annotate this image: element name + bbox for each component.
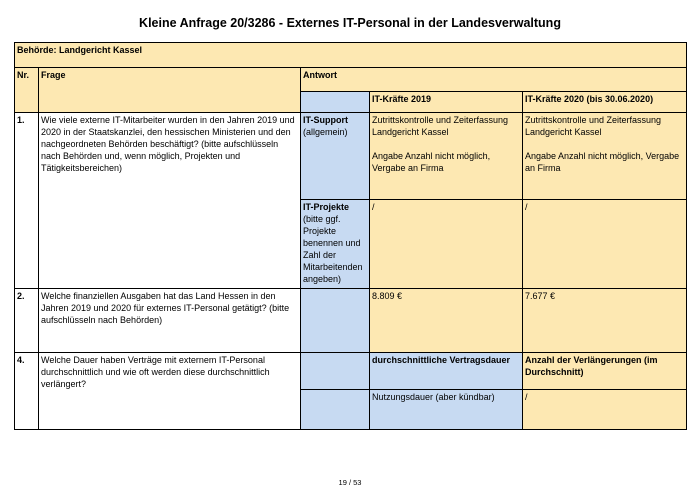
q1-support-2020-a: Zutrittskontrolle und Zeiterfassung Landgericht Kassel: [525, 115, 662, 137]
q1-support-label: IT-Support: [303, 115, 348, 125]
q2-frage: Welche finanziellen Ausgaben hat das Land Hessen in den Jahren 2019 und 2020 für externes IT-Personal getätigt? (bitte aufschlüsseln nach Behörden): [39, 289, 301, 353]
q1-projekte-label: IT-Projekte: [303, 202, 350, 212]
q4-blank-bottom: [301, 390, 370, 430]
q2-blank: [301, 289, 370, 353]
q4-head-vertragsdauer: durchschnittliche Vertragsdauer: [370, 353, 523, 390]
q1-nr: 1.: [15, 113, 39, 289]
q1-projekte-2019: /: [370, 200, 523, 289]
header-blank: [301, 92, 370, 113]
q1-support-cell: [301, 113, 370, 200]
q1-support-sub: (allgemein): [303, 127, 348, 137]
behoerde-cell: [15, 43, 687, 68]
q1-projekte-sub: (bitte ggf. Projekte benennen und Zahl der Mitarbeitenden angeben): [303, 214, 363, 284]
q1-frage: Wie viele externe IT-Mitarbeiter wurden in den Jahren 2019 und 2020 in der Staatskanzlei, den hessischen Ministerien und den nachgeordneten Behörden beschäftigt? (bitte aufschlüsseln nach Behörden und, wenn möglich, Projekten und Tätigkeitsbereichen): [39, 113, 301, 289]
document-title: Kleine Anfrage 20/3286 - Externes IT-Personal in der Landesverwaltung: [139, 16, 561, 30]
header-antwort: Antwort: [301, 68, 687, 92]
q4-value-verlaengerungen: /: [523, 390, 687, 430]
q2-value-2019: 8.809 €: [370, 289, 523, 353]
q1-support-2020: [523, 113, 687, 200]
answer-table: [14, 42, 687, 430]
q4-value-vertragsdauer: Nutzungsdauer (aber kündbar): [370, 390, 523, 430]
q4-frage: Welche Dauer haben Verträge mit externem IT-Personal durchschnittlich und wie oft werden diese durchschnittlich verlängert?: [39, 353, 301, 430]
q1-support-2019-a: Zutrittskontrolle und Zeiterfassung Landgericht Kassel: [372, 115, 509, 137]
q2-nr: 2.: [15, 289, 39, 353]
header-nr: Nr.: [15, 68, 39, 113]
q1-support-2019-b: Angabe Anzahl nicht möglich, Vergabe an Firma: [372, 151, 491, 173]
q4-blank-top: [301, 353, 370, 390]
q4-head-verlaengerungen: Anzahl der Verlängerungen (im Durchschnitt): [523, 353, 687, 390]
page-number: 19 / 53: [338, 478, 362, 487]
behoerde-label: Behörde: Landgericht Kassel: [17, 45, 143, 55]
q4-nr: 4.: [15, 353, 39, 430]
header-it-2019: IT-Kräfte 2019: [370, 92, 523, 113]
q1-support-2019: [370, 113, 523, 200]
header-it-2020: IT-Kräfte 2020 (bis 30.06.2020): [523, 92, 687, 113]
q1-projekte-2020: /: [523, 200, 687, 289]
q1-projekte-cell: [301, 200, 370, 289]
q1-support-2020-b: Angabe Anzahl nicht möglich, Vergabe an Firma: [525, 151, 680, 173]
header-frage: Frage: [39, 68, 301, 113]
q2-value-2020: 7.677 €: [523, 289, 687, 353]
